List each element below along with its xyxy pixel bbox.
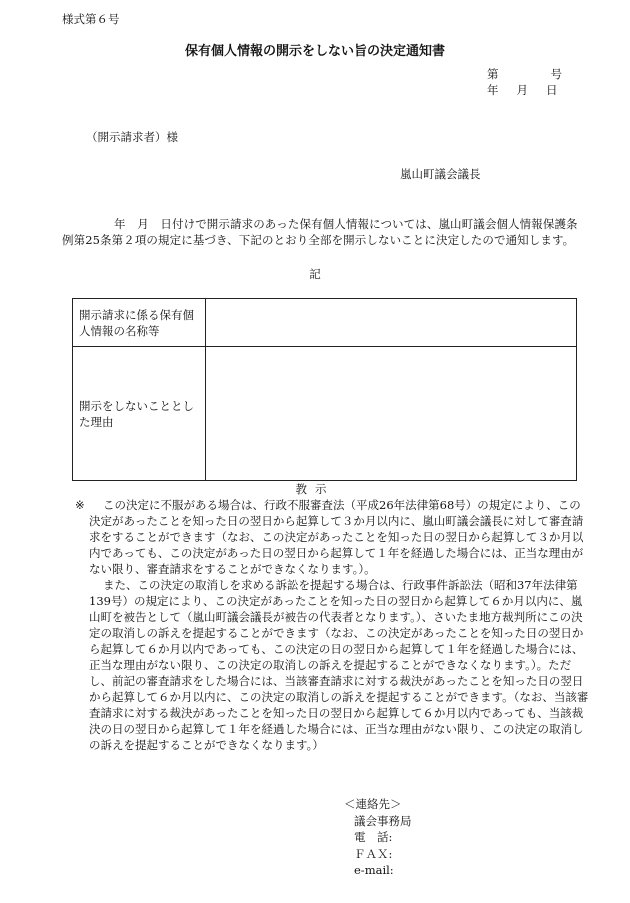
sender: 嵐山町議会議長 (400, 167, 481, 181)
contact-email: e-mail: (354, 863, 394, 877)
row1-label: 開示請求に係る保有個人情報の名称等 (73, 299, 206, 347)
row2-value (206, 347, 577, 481)
instruction-heading: 教示 (295, 482, 335, 496)
table-row (73, 299, 577, 347)
instruction-notice (75, 497, 590, 753)
notice-paragraph-2: また、この決定の取消しを求める訴訟を提起する場合は、行政事件訴訟法（昭和37年法律第139号）の規定により、この決定があったことを知った日の翌日から起算して６か月以内に、嵐山町を被告として（嵐山町議会議長が被告の代表者となります。）、さいたま地方裁判所にこの決定の取消しの訴えを提起することができます（なお、この決定があったことを知った日の翌日から起算して６か月以内であっても、この決定の日の翌日から起算して１年を経過した場合には、正当な理由がない限り、この決定の取消しの訴えを提起することができなくなります。）。ただし、前記の審査請求をした場合には、当該審査請求に対する裁決があったことを知った日の翌日から起算して６か月以内に、この決定の取消しの訴えを提起することができます。（なお、当該審査請求に対する裁決があったことを知った日の翌日から起算して６か月以内であっても、当該裁決の日の翌日から起算して１年を経過した場合には、正当な理由がない限り、この決定の取消しの訴えを提起することができなくなります。） (89, 578, 589, 752)
ki-heading: 記 (309, 267, 321, 281)
contact-fax: ＦＡＸ: (354, 846, 393, 861)
contact-phone: 電 話: (354, 830, 393, 844)
date-day: 日 (546, 83, 558, 97)
contact-office: 議会事務局 (354, 813, 412, 828)
form-number: 様式第６号 (62, 12, 120, 26)
row1-value (206, 299, 577, 347)
addressee: （開示請求者）様 (86, 130, 178, 144)
table-row (73, 347, 577, 481)
contact-heading: ＜連絡先＞ (344, 797, 402, 811)
document-number-line (487, 66, 562, 82)
document-title: 保有個人情報の開示をしない旨の決定通知書 (184, 44, 445, 59)
record-table (72, 298, 577, 481)
date-year: 年 (487, 83, 499, 97)
body-text: 年 月 日付けで開示請求のあった保有個人情報については、嵐山町議会個人情報保護条例第25条第２項の規定に基づき、下記のとおり全部を開示しないことに決定したので通知します。 (62, 217, 578, 247)
notice-paragraph-1: この決定に不服がある場合は、行政不服審査法（平成26年法律第68号）の規定により、この決定があったことを知った日の翌日から起算して３か月以内に、嵐山町議会議長に対して審査請求をすることができます（なお、この決定があったことを知った日の翌日から起算して３か月以内であっても、この決定があった日の翌日から起算して１年を経過した場合には、正当な理由がない限り、審査請求をすることができなくなります。）。 (89, 498, 584, 576)
date-line (487, 82, 558, 98)
contact-block (344, 796, 412, 879)
row2-label: 開示をしないこととした理由 (73, 347, 206, 481)
number-prefix: 第 (487, 67, 499, 81)
number-suffix: 号 (550, 67, 562, 81)
date-month: 月 (516, 83, 528, 97)
notice-mark: ※ (75, 498, 85, 512)
